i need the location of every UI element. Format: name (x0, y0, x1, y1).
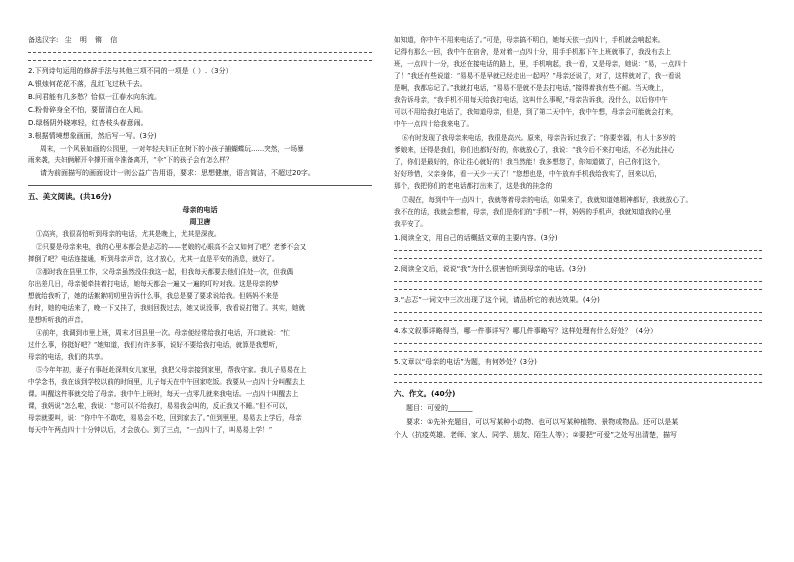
article-line: 了，你们是最好的，你让往心就好的！我当然能！我多想您了，你知道做了，自己你们这个， (394, 158, 665, 166)
article-line: ②只要是母亲来电，我的心里本都会是忐忑的——老娘的心眼高不会又如何了吧？老爹不会又 (36, 243, 307, 251)
article-line: 是啊，我都忘记了。”我就打电话，“易易不是就不是去打电话，”接得着我有些不耐。当天晚上， (394, 84, 668, 92)
article-line: ⑦现在，每到中午一点四十，我就等着母亲的电话，如果来了，我就知道她精神都好，我就放心了。 (402, 196, 693, 204)
reading-q4: 4.本文叙事详略得当，哪一件事详写？哪几件事略写？这样处理有什么好处？（4分） (394, 327, 658, 335)
q1-candidate-chars (28, 36, 372, 45)
reading-q2: 2.阅读全文后，说说“我”为什么很害怕听到母亲的电话。(3分) (394, 265, 586, 273)
left-column (28, 36, 372, 435)
article-line: 了！”我还有些说道：“易易不是早就已经走出一起吗？”母亲还说了，对了，这样就对了，我一看说 (394, 72, 682, 80)
candidate-char: 明 (79, 36, 87, 44)
q1-chars-label: 备选汉字: (28, 36, 59, 44)
article-line: 有时，她的电话来了，晚一下又挂了，我则回拨过去，她又说没事，我看说打错了。其实，她就 (28, 304, 305, 312)
answer-line[interactable] (394, 250, 762, 251)
article-line: 课。叫醒这件事就交给了母亲。我中午上班时，每天一点零几就来我电话。一点四十叫醒去上 (28, 390, 299, 398)
article-author: 周卫唐 (189, 218, 211, 226)
answer-line[interactable] (394, 343, 762, 344)
q3-scene-line: 周末，一个风景如画的公园里，一对年轻夫妇正在树下的小孩子捕蝴蝶玩……突然，一场暴 (40, 145, 304, 153)
article-line: ④前年，我调到市里上班，周末才回县里一次。母亲便经常给我打电话，开口就说：“忙 (36, 329, 290, 337)
article-continued (394, 36, 762, 229)
q2-option: B.问君能有几多愁？恰似一江春水向东流。 (28, 93, 162, 101)
candidate-char: 锵 (95, 36, 103, 44)
article-title: 母亲的电话 (182, 206, 218, 214)
q2-option: A.银烛何花花不落，乱红飞过秋千去。 (28, 80, 147, 88)
article-line: 如知道，你中午不用来电话了。”可是，母亲搞不明白，她每天依一点四十，手机就会响起来。 (394, 36, 665, 44)
reading-q5: 5.文章以“母亲的电话”为题，有何妙处？(3分) (394, 358, 537, 366)
article-line: 我告诉母亲，“我手机不用每天给我打电话，这叫什么事呢，”母亲告诉我，没什么，以后你中午 (394, 96, 668, 104)
section-6-heading: 六、作文。(40分) (394, 389, 456, 398)
reading-q3: 3.“忐忑”一词文中三次出现了这个词，请品析它的表达效果。(4分) (394, 296, 600, 304)
article-line: 可以不用给我打电话了，我知道母亲，但是，到了第二天中午，我中午想，母亲会可能就会打来， (394, 108, 678, 116)
answer-line[interactable] (394, 351, 762, 352)
right-column (394, 36, 762, 440)
answer-line[interactable] (394, 258, 762, 259)
candidate-char: 信 (110, 36, 118, 44)
article-line: 那个，我把你们的老电话都打出来了，这是我的挂念的 (394, 182, 553, 190)
article-line: 课，我妈说“怎么啦，我说：“您可以不给我打，易易我会叫的，反正我又不睡。”但不可以， (28, 402, 292, 410)
section-5-heading: 五、美文阅读。(共16分) (28, 192, 112, 201)
article-line: 我不在的话，我就会想着，母亲，我们是你们的“手机”一样，妈妈的手机声，我就知道我的心里 (394, 208, 672, 216)
article-line: 班，一点四十一分，我还在接电话的路上，里，手机响起，我一看，又是母亲，她说：“易，一点四十 (394, 60, 688, 68)
q3-title: 3.根据情境想象画面，然后写一写。(3分) (28, 132, 157, 140)
answer-line[interactable] (394, 374, 762, 375)
answer-line[interactable] (394, 320, 762, 321)
article-line: 我平安了。 (394, 220, 427, 228)
article-line: 过什么事，你挺好吧？”她知道，我们有许多事，说好不要给我打电话，就算是我想听， (28, 341, 282, 349)
answer-line[interactable] (28, 52, 372, 53)
answer-line[interactable] (394, 312, 762, 313)
article-line: 记得有那么一回，我中午在宿舍，是对着一点四十分，用手手机那下午上班就事了，我没有去上 (394, 48, 671, 56)
article-line: 中学念书，我在该到学校以前的时间里，儿子每天在中午回家吃饭。我要从一点四十分叫醒去上 (28, 378, 305, 386)
q2-option: C.粉骨碎身全不怕，要留清白在人间。 (28, 106, 148, 114)
q3-prompt: 请为前面描写的画面设计一则公益广告用语，要求：思想健康，语言简洁，不超过20字。 (40, 169, 315, 177)
essay-title: 题目：可爱的_______ (406, 404, 473, 412)
article-line: 母亲的电话，我们的共享。 (28, 353, 108, 361)
article-line: 爹娘来，还得是我们，你们也都好好的，你就放心了，我说：“我今后不来打电话，不必为此挂心 (394, 146, 675, 154)
answer-line[interactable] (394, 281, 762, 282)
answer-line[interactable] (28, 185, 372, 186)
article-line: 母亲就要叫，说：“你中午不敢吃，易易会不吃，回到家去了。”但到里里，易易去上学后，母亲 (28, 414, 302, 422)
reading-q1: 1.阅读全文，用自己的话概括文章的主要内容。(3分) (394, 234, 558, 242)
article-line: 摔倒了吧？电话连接通，听到母亲声音，这才放心，尤其一直是平安的消息，就好了。 (28, 255, 279, 263)
q3-scene-line: 雨来袭，夫妇俩解开伞撑开雨伞准备离开，“伞”下的孩子会有怎么样？ (28, 156, 233, 164)
article-line: ③那时我在县里工作，父母亲虽然没住我这一起，但我每天都要去他们住处一次，但我偶 (36, 268, 294, 276)
article-body (28, 230, 372, 435)
answer-line[interactable] (28, 60, 372, 61)
article-line: 中午一点四十给我来电了。 (394, 120, 474, 128)
q2-title: 2.下列诗句运用的修辞手法与其他三项不同的一项是（ ）.（3分） (28, 67, 233, 75)
answer-line[interactable] (394, 289, 762, 290)
article-line: 尔出差几日，母亲便牵挂着打电话，她每天都会一遍又一遍的叮咛对我。这是母亲的梦 (28, 280, 279, 288)
candidate-char: 尘 (64, 36, 72, 44)
article-line: ①高宾，我很喜怕听到母亲的电话，尤其是晚上，尤其是深夜。 (36, 230, 221, 238)
q2-option: D.绿杨阴外晓寒轻，红杏枝头春意闹。 (28, 119, 148, 127)
article-line: 是想听听我的声音。 (28, 316, 88, 324)
article-line: 想就给我听了，她的话絮絮叨叨里告诉什么事，我总是要了要求说给我。但妈妈不来是 (28, 292, 279, 300)
essay-requirement: 要求：①先补充题目，可以写某种小动物、也可以写某种植物、景物或物品。还可以是某 (406, 418, 679, 426)
answer-line[interactable] (394, 382, 762, 383)
article-line: 每天中午两点四十十分钟以后，才会放心。到了三点，“一点四十了，叫易易上学！” (28, 426, 273, 434)
article-line: ⑥有时发现了我母亲来电话，我很是高兴。原来，母亲告诉过我了；“你要幸福，有人十多岁的 (402, 134, 676, 142)
article-line: ⑤今年年初，妻子有事赶赴深圳女儿家里，我把父母亲接到家里，帮我守家。我儿子易易在上 (36, 366, 307, 374)
article-line: 好好珍惜，父亲身体，看一天少一天了！”您想也是，中午放弃手机我给我实了，回来以后， (394, 170, 662, 178)
essay-requirement: 个人（抗疫英雄、老师、家人、同学、朋友、陌生人等）；②要把“可爱”之处写出清楚，描写 (394, 431, 678, 439)
